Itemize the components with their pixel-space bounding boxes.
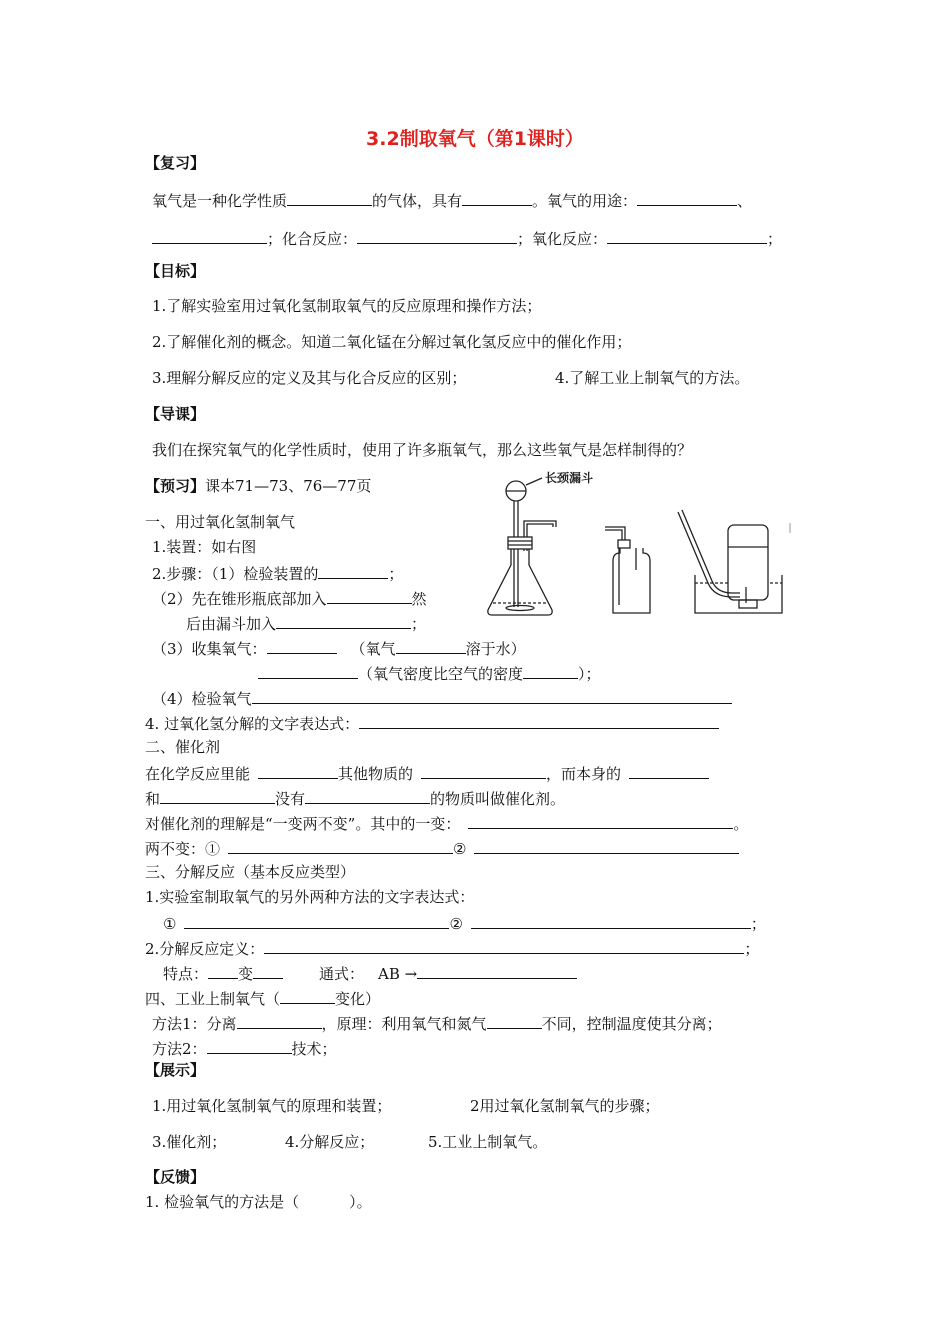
collect-line: （3）收集氧气： （氧气 溶于水）	[152, 640, 526, 658]
blank[interactable]	[305, 788, 430, 804]
blank[interactable]	[208, 963, 238, 979]
review-line-2: ；化合反应： ；氧化反应： ；	[152, 228, 782, 248]
blank[interactable]	[357, 228, 517, 244]
decomp-feature-line: 特点： 变 通式： AB →	[163, 963, 577, 983]
goal-1: 1.了解实验室用过氧化氢制取氧气的反应原理和操作方法；	[152, 297, 542, 315]
apparatus-line: 1.装置：如右图	[152, 538, 257, 556]
blank[interactable]	[327, 588, 412, 604]
collect-cont-line: （氧气密度比空气的密度 ）；	[258, 663, 601, 683]
blank[interactable]	[287, 190, 372, 206]
section-2-title: 二、催化剂	[145, 738, 221, 756]
blank[interactable]	[207, 1038, 292, 1054]
blank[interactable]	[318, 563, 388, 579]
blank[interactable]	[152, 228, 267, 244]
intro-text: 我们在探究氧气的化学性质时，使用了许多瓶氧气，那么这些氧气是怎样制得的？	[152, 441, 693, 459]
blank[interactable]	[637, 190, 737, 206]
goal-4: 4.了解工业上制氧气的方法。	[555, 369, 750, 387]
blank[interactable]	[487, 1013, 542, 1029]
blank[interactable]	[228, 838, 453, 854]
decomp-line-2: ① ② ；	[163, 915, 766, 933]
goal-2: 2.了解催化剂的概念。知道二氧化锰在分解过氧化氢反应中的催化作用；	[152, 333, 632, 351]
goals-heading: 【目标】	[145, 262, 206, 280]
catalyst-line-2: 和 没有 的物质叫做催化剂。	[145, 790, 566, 808]
blank[interactable]	[471, 913, 751, 929]
intro-heading: 【导课】	[145, 405, 206, 423]
gas-bottle-icon	[605, 527, 650, 613]
blank[interactable]	[160, 788, 275, 804]
blank[interactable]	[468, 813, 733, 829]
step-2-cont-line: 后由漏斗加入 ；	[186, 615, 427, 633]
show-item-5: 5.工业上制氧气。	[428, 1133, 548, 1151]
preview-heading: 【预习】	[145, 477, 206, 495]
review-heading: 【复习】	[145, 154, 206, 172]
water-trough-icon	[678, 510, 782, 613]
blank[interactable]	[253, 963, 283, 979]
funnel-label: 长颈漏斗	[545, 471, 594, 485]
blank[interactable]	[629, 763, 709, 779]
blank[interactable]	[237, 1013, 322, 1029]
blank[interactable]	[607, 228, 767, 244]
blank[interactable]	[359, 713, 719, 729]
blank[interactable]	[258, 763, 338, 779]
blank[interactable]	[258, 663, 358, 679]
blank[interactable]	[421, 763, 546, 779]
word-equation-line: 4. 过氧化氢分解的文字表达式：	[145, 713, 719, 733]
blank[interactable]	[264, 938, 744, 954]
show-item-1: 1.用过氧化氢制氧气的原理和装置；	[152, 1097, 392, 1115]
blank[interactable]	[280, 988, 335, 1004]
catalyst-line-3: 对催化剂的理解是“一变两不变”。其中的一变： 。	[145, 815, 749, 833]
show-item-2: 2用过氧化氢制氧气的步骤；	[470, 1097, 660, 1115]
section-1-title: 一、用过氧化氢制氧气	[145, 513, 296, 531]
flask-with-funnel-icon	[488, 478, 556, 615]
feedback-q1: 1. 检验氧气的方法是（ ）。	[145, 1193, 372, 1211]
step-2-line: （2）先在锥形瓶底部加入 然	[152, 590, 427, 608]
blank[interactable]	[276, 613, 411, 629]
blank[interactable]	[252, 688, 732, 704]
feedback-heading: 【反馈】	[145, 1168, 206, 1186]
catalyst-line-4: 两不变：① ②	[145, 838, 739, 858]
blank[interactable]	[462, 190, 532, 206]
blank[interactable]	[267, 638, 337, 654]
test-oxygen-line: （4）检验氧气	[152, 688, 732, 708]
show-item-3: 3.催化剂；	[152, 1133, 227, 1151]
industry-method-2: 方法2： 技术；	[152, 1040, 337, 1058]
review-line-1: 氧气是一种化学性质 的气体，具有 。氧气的用途： 、	[152, 192, 753, 210]
blank[interactable]	[474, 838, 739, 854]
page-title: 3.2制取氧气（第1课时）	[366, 128, 584, 150]
blank[interactable]	[417, 963, 577, 979]
blank[interactable]	[184, 913, 449, 929]
industry-method-1: 方法1：分离 ，原理：利用氧气和氮气 不同，控制温度使其分离；	[152, 1015, 722, 1033]
show-item-4: 4.分解反应；	[285, 1133, 375, 1151]
section-3-title: 三、分解反应（基本反应类型）	[145, 863, 356, 881]
decomp-line-1: 1.实验室制取氧气的另外两种方法的文字表达式：	[145, 888, 475, 906]
steps-line: 2.步骤：（1）检验装置的 ；	[152, 565, 404, 583]
preview-line: 【预习】课本71—73、76—77页	[145, 477, 372, 495]
catalyst-line-1: 在化学反应里能 其他物质的 ，而本身的	[145, 763, 709, 783]
apparatus-figure	[470, 465, 795, 620]
blank[interactable]	[396, 638, 466, 654]
show-heading: 【展示】	[145, 1061, 206, 1079]
section-4-title: 四、工业上制氧气（ 变化）	[145, 990, 381, 1008]
goal-3: 3.理解分解反应的定义及其与化合反应的区别；	[152, 369, 467, 387]
decomp-def-line: 2.分解反应定义： ；	[145, 940, 760, 958]
blank[interactable]	[523, 663, 578, 679]
